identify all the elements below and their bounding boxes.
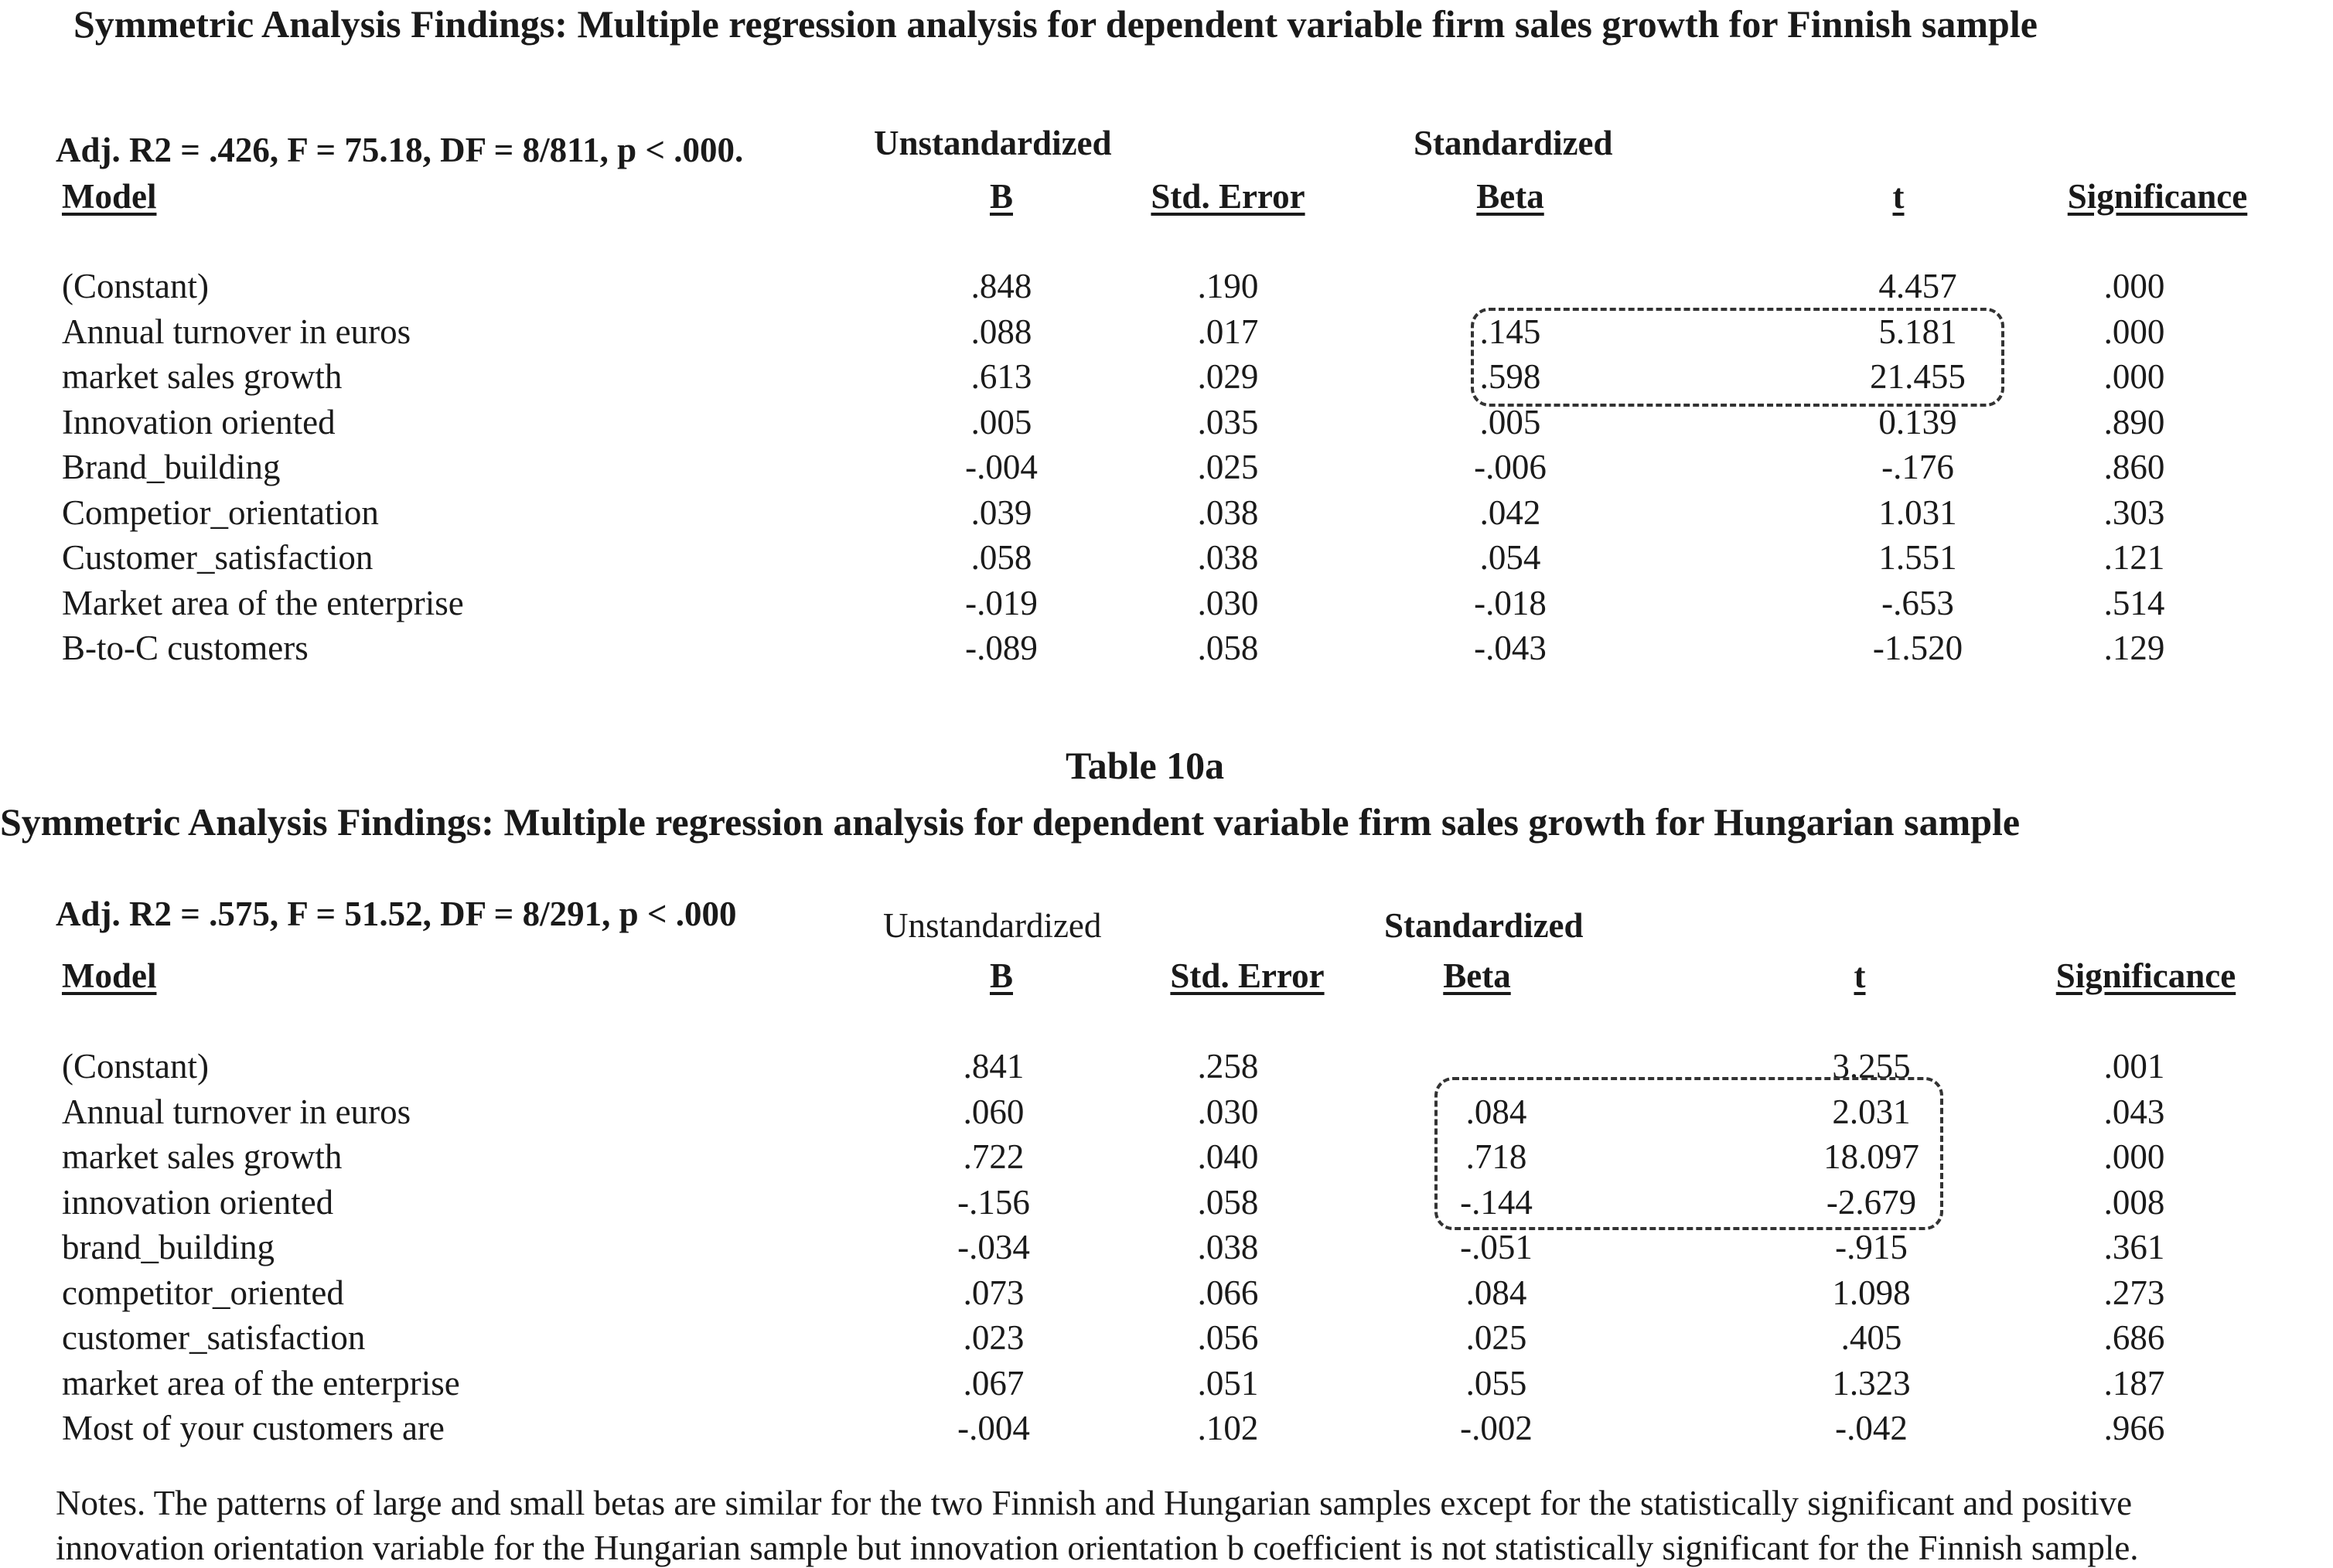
table2-header-se: Std. Error xyxy=(1170,956,1325,995)
table2-row-b: .067 xyxy=(963,1363,1025,1403)
table1-row-t: -1.520 xyxy=(1872,629,1963,667)
table1-row-beta: .005 xyxy=(1479,402,1541,441)
table1-row-t: 1.551 xyxy=(1878,538,1957,577)
table1-row-t: -.176 xyxy=(1881,448,1954,486)
table2-row-label: competitor_oriented xyxy=(62,1273,344,1312)
table2-row-b: .841 xyxy=(963,1047,1025,1086)
table1-row-std-error: .038 xyxy=(1197,493,1259,532)
table1-header-b: B xyxy=(989,177,1013,216)
table2-row-std-error: .051 xyxy=(1197,1363,1259,1403)
table2-row-significance: .686 xyxy=(2103,1318,2165,1357)
table1-row-std-error: .035 xyxy=(1197,402,1259,441)
table1-row-label: Competior_orientation xyxy=(62,493,379,532)
table2-row-label: market sales growth xyxy=(62,1137,343,1176)
table2-highlight-box xyxy=(1434,1077,1943,1230)
table2-header-b: B xyxy=(989,956,1013,995)
table2-row-b: .722 xyxy=(963,1137,1025,1176)
table1-row-beta: .598 xyxy=(1479,357,1541,396)
table1-row-std-error: .025 xyxy=(1197,448,1259,486)
table2-row-b: .073 xyxy=(963,1273,1025,1312)
table1-row-beta: .054 xyxy=(1479,538,1541,577)
table2-row-std-error: .102 xyxy=(1197,1409,1259,1447)
table2-row-std-error: .066 xyxy=(1197,1273,1259,1312)
table1-row-b: -.004 xyxy=(965,448,1038,486)
table1-stats: Adj. R2 = .426, F = 75.18, DF = 8/811, p < .000. xyxy=(56,131,744,169)
table2-row-significance: .361 xyxy=(2103,1228,2165,1266)
table1-row-label: (Constant) xyxy=(62,267,209,305)
table2-row-beta: .084 xyxy=(1465,1092,1527,1131)
table1-row-beta: -.006 xyxy=(1474,448,1547,486)
table2-row-beta: -.002 xyxy=(1460,1409,1533,1447)
table2-row-significance: .273 xyxy=(2103,1273,2165,1312)
table1-row-beta: -.043 xyxy=(1474,629,1547,667)
table1-group-standardized: Standardized xyxy=(1414,124,1613,162)
table1-row-b: .005 xyxy=(970,402,1032,441)
table2-row-std-error: .058 xyxy=(1197,1182,1259,1222)
table2-group-standardized: Standardized xyxy=(1384,906,1584,945)
table1-highlight-box xyxy=(1471,308,2004,407)
table1-row-label: Market area of the enterprise xyxy=(62,583,464,622)
table1-row-significance: .129 xyxy=(2103,629,2165,667)
table1-header-model: Model xyxy=(62,177,157,216)
table2-row-b: -.034 xyxy=(957,1228,1030,1266)
table1-row-beta: .042 xyxy=(1479,493,1541,532)
table1-row-b: .039 xyxy=(970,493,1032,532)
table1-row-label: Customer_satisfaction xyxy=(62,538,373,577)
table1-row-b: -.019 xyxy=(965,583,1038,622)
table2-header-t: t xyxy=(1854,956,1866,995)
table1-row-significance: .860 xyxy=(2103,448,2165,486)
table2-row-t: 1.323 xyxy=(1832,1363,1911,1403)
table1-row-significance: .000 xyxy=(2103,312,2165,351)
table2-header-sig: Significance xyxy=(2055,956,2236,995)
table1-row-label: Annual turnover in euros xyxy=(62,312,411,351)
table1-row-t: 5.181 xyxy=(1878,312,1957,351)
table1-header-se: Std. Error xyxy=(1151,177,1305,216)
table1-row-std-error: .190 xyxy=(1197,267,1259,305)
table1-row-t: 1.031 xyxy=(1878,493,1957,532)
table1-row-t: 4.457 xyxy=(1878,267,1957,305)
table1-title: Symmetric Analysis Findings: Multiple regression analysis for dependent variable firm sales growth for Finnish sample xyxy=(73,2,2038,46)
table2-row-significance: .001 xyxy=(2103,1047,2165,1086)
table2-number: Table 10a xyxy=(1066,744,1225,787)
table1-header-sig: Significance xyxy=(2067,177,2248,216)
table1-row-std-error: .058 xyxy=(1197,629,1259,667)
table2-row-b: .060 xyxy=(963,1092,1025,1131)
table1-row-std-error: .017 xyxy=(1197,312,1259,351)
table2-row-t: -.042 xyxy=(1835,1409,1908,1447)
table2-header-model: Model xyxy=(62,956,157,995)
table1-row-t: -.653 xyxy=(1881,583,1954,622)
table1-row-significance: .000 xyxy=(2103,357,2165,396)
table2-row-b: -.156 xyxy=(957,1182,1030,1222)
table2-row-t: -.915 xyxy=(1835,1228,1908,1266)
table2-row-significance: .966 xyxy=(2103,1409,2165,1447)
table2-stats: Adj. R2 = .575, F = 51.52, DF = 8/291, p < .000 xyxy=(56,895,737,933)
table2-row-beta: .025 xyxy=(1465,1318,1527,1357)
table1-row-significance: .514 xyxy=(2103,583,2165,622)
table1-row-label: Innovation oriented xyxy=(62,402,336,441)
table2-row-label: innovation oriented xyxy=(62,1182,334,1222)
table2-row-significance: .000 xyxy=(2103,1137,2165,1176)
table1-row-t: 0.139 xyxy=(1878,402,1957,441)
table1-row-significance: .890 xyxy=(2103,402,2165,441)
table2-header-beta: Beta xyxy=(1443,956,1511,995)
table2-row-label: (Constant) xyxy=(62,1047,209,1086)
table2-title: Symmetric Analysis Findings: Multiple regression analysis for dependent variable firm sales growth for Hungarian sample xyxy=(0,800,2021,844)
table1-group-unstandardized: Unstandardized xyxy=(874,124,1112,162)
table2-row-t: 2.031 xyxy=(1832,1092,1911,1131)
table2-row-t: 18.097 xyxy=(1823,1137,1919,1176)
table2-row-label: market area of the enterprise xyxy=(62,1363,460,1403)
table1-row-t: 21.455 xyxy=(1870,357,1966,396)
table2-row-b: -.004 xyxy=(957,1409,1030,1447)
table1-row-b: .058 xyxy=(970,538,1032,577)
table2-row-label: customer_satisfaction xyxy=(62,1318,366,1357)
table1-row-significance: .303 xyxy=(2103,493,2165,532)
table2-row-significance: .043 xyxy=(2103,1092,2165,1131)
table1-row-b: .613 xyxy=(970,357,1032,396)
table1-row-std-error: .038 xyxy=(1197,538,1259,577)
table1-row-significance: .121 xyxy=(2103,538,2165,577)
table1-header-t: t xyxy=(1892,177,1905,216)
table2-row-std-error: .056 xyxy=(1197,1318,1259,1357)
table1-row-beta: -.018 xyxy=(1474,583,1547,622)
table2-row-significance: .187 xyxy=(2103,1363,2165,1403)
table2-row-std-error: .030 xyxy=(1197,1092,1259,1131)
table1-row-beta: .145 xyxy=(1479,312,1541,351)
table1-row-b: -.089 xyxy=(965,629,1038,667)
table2-row-std-error: .038 xyxy=(1197,1228,1259,1266)
table2-row-beta: -.051 xyxy=(1460,1228,1533,1266)
table1-row-label: market sales growth xyxy=(62,357,343,396)
table1-row-significance: .000 xyxy=(2103,267,2165,305)
table2-row-beta: .055 xyxy=(1465,1363,1527,1403)
table1-row-label: B-to-C customers xyxy=(62,629,309,667)
table2-row-t: 1.098 xyxy=(1832,1273,1911,1312)
table2-row-beta: .084 xyxy=(1465,1273,1527,1312)
table2-row-label: brand_building xyxy=(62,1228,275,1266)
table2-row-beta: -.144 xyxy=(1460,1182,1533,1222)
table1-row-std-error: .030 xyxy=(1197,583,1259,622)
table2-row-t: -2.679 xyxy=(1826,1182,1917,1222)
table2-row-beta: .718 xyxy=(1465,1137,1527,1176)
table2-row-significance: .008 xyxy=(2103,1182,2165,1222)
table2-row-std-error: .258 xyxy=(1197,1047,1259,1086)
table1-row-label: Brand_building xyxy=(62,448,281,486)
table2-row-t: 3.255 xyxy=(1832,1047,1911,1086)
table2-row-label: Most of your customers are xyxy=(62,1409,445,1447)
table2-group-unstandardized: Unstandardized xyxy=(883,906,1102,945)
notes-line-2: innovation orientation variable for the Hungarian sample but innovation orientation b coefficient is not statistically significant for the Finnish sample. xyxy=(56,1529,2139,1567)
table1-header-beta: Beta xyxy=(1476,177,1544,216)
table1-row-b: .848 xyxy=(970,267,1032,305)
table2-row-b: .023 xyxy=(963,1318,1025,1357)
notes-line-1: Notes. The patterns of large and small betas are similar for the two Finnish and Hungarian samples except for the statistically significant and positive xyxy=(56,1484,2133,1522)
table1-row-std-error: .029 xyxy=(1197,357,1259,396)
table2-row-label: Annual turnover in euros xyxy=(62,1092,411,1131)
table2-row-t: .405 xyxy=(1840,1318,1902,1357)
table1-row-b: .088 xyxy=(970,312,1032,351)
table2-row-std-error: .040 xyxy=(1197,1137,1259,1176)
